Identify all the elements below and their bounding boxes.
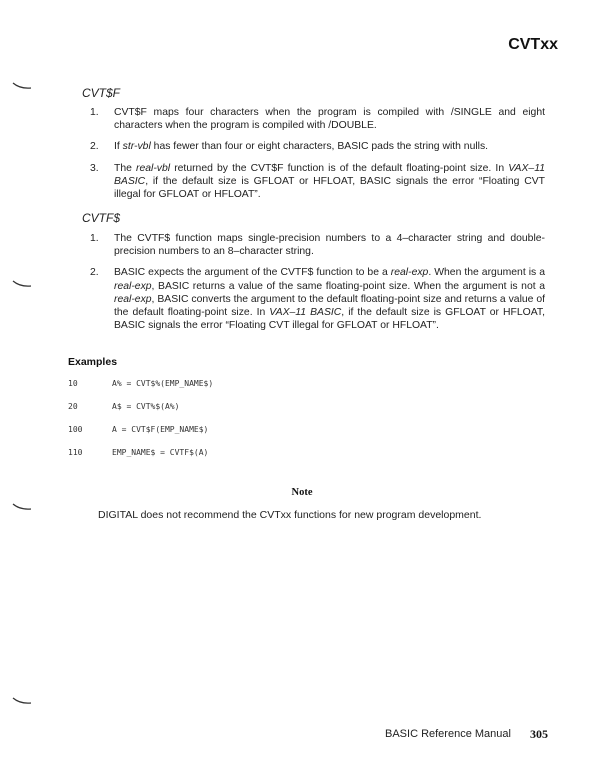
text-run: has fewer than four or eight characters, BASIC pads the string with nulls. <box>150 141 489 153</box>
text-run: , BASIC returns a value of the same floating-point size. When the argument is not a <box>151 280 545 292</box>
list-item-number: 2. <box>90 141 99 153</box>
note-title: Note <box>291 487 313 498</box>
code-text: EMP_NAME$ = CVTF$(A) <box>112 448 209 457</box>
italic-term: real-vbl <box>136 162 171 174</box>
list-item <box>90 106 545 132</box>
list-item-number: 2. <box>90 267 99 279</box>
note-text: DIGITAL does not recommend the CVTxx functions for new program development. <box>98 509 482 521</box>
code-line-number: 10 <box>68 379 78 388</box>
code-line-number: 100 <box>68 425 83 434</box>
list-item-number: 1. <box>90 233 99 244</box>
text-run: , BASIC converts the argument to the default floating-point size and returns a value of the default floating-point size. In <box>114 293 545 319</box>
code-line-number: 110 <box>68 448 83 457</box>
italic-term: VAX–11 BASIC <box>269 307 342 319</box>
text-run: CVT$F maps four characters when the program is compiled with /SINGLE and eight characters when the program is compiled with /DOUBLE. <box>114 107 545 132</box>
section-heading-cvtsf: CVT$F <box>82 86 121 100</box>
cvtsf-list <box>90 106 545 209</box>
code-text: A% = CVT$%(EMP_NAME$) <box>112 379 214 388</box>
examples-heading: Examples <box>68 356 118 368</box>
text-run: The CVTF$ function maps single-precision numbers to a 4–character string and double-precision numbers to an 8–character string. <box>114 233 545 258</box>
list-item-text <box>114 141 488 152</box>
text-run: , if the default size is GFLOAT or HFLOAT, BASIC signals the error “Floating CVT illegal for GFLOAT or HFLOAT”. <box>114 307 545 332</box>
code-line <box>68 425 208 434</box>
binder-hole-mark <box>12 82 32 90</box>
list-item <box>90 266 545 332</box>
code-text: A$ = CVT%$(A%) <box>112 402 180 411</box>
list-item <box>90 232 545 258</box>
binder-hole-mark <box>12 503 32 511</box>
code-line <box>68 379 213 388</box>
list-item-text <box>114 107 545 131</box>
italic-term: real-exp <box>390 267 429 279</box>
cvtf-list <box>90 232 545 340</box>
page-number: 305 <box>530 727 548 741</box>
list-item-number: 1. <box>90 107 99 118</box>
text-run: BASIC expects the argument of the CVTF$ function to be a <box>114 267 391 279</box>
text-run: If <box>114 141 123 153</box>
italic-term: VAX–11 BASIC <box>114 162 545 187</box>
list-item-number: 3. <box>90 162 99 174</box>
italic-term: real-exp <box>114 280 152 292</box>
code-line <box>68 448 208 457</box>
code-line-number: 20 <box>68 402 78 411</box>
text-run: The <box>114 162 137 174</box>
italic-term: real-exp <box>114 293 152 305</box>
list-item-text <box>114 163 545 200</box>
code-text: A = CVT$F(EMP_NAME$) <box>112 425 209 434</box>
binder-hole-mark <box>12 280 32 288</box>
list-item <box>90 162 545 202</box>
list-item-text <box>114 267 545 331</box>
footer-label: BASIC Reference Manual <box>385 728 511 740</box>
code-line <box>68 402 179 411</box>
section-heading-cvtf: CVTF$ <box>82 211 121 225</box>
text-run: , if the default size is GFLOAT or HFLOAT, BASIC signals the error “Floating CVT illegal for GFLOAT or HFLOAT”. <box>114 175 545 201</box>
list-item-text <box>114 233 545 257</box>
list-item <box>90 140 545 153</box>
text-run: returned by the CVT$F function is of the default floating-point size. In <box>170 162 509 174</box>
text-run: . When the argument is a <box>428 267 545 279</box>
italic-term: str-vbl <box>122 141 151 153</box>
binder-hole-mark <box>12 697 32 705</box>
page-title: CVTxx <box>508 36 558 53</box>
